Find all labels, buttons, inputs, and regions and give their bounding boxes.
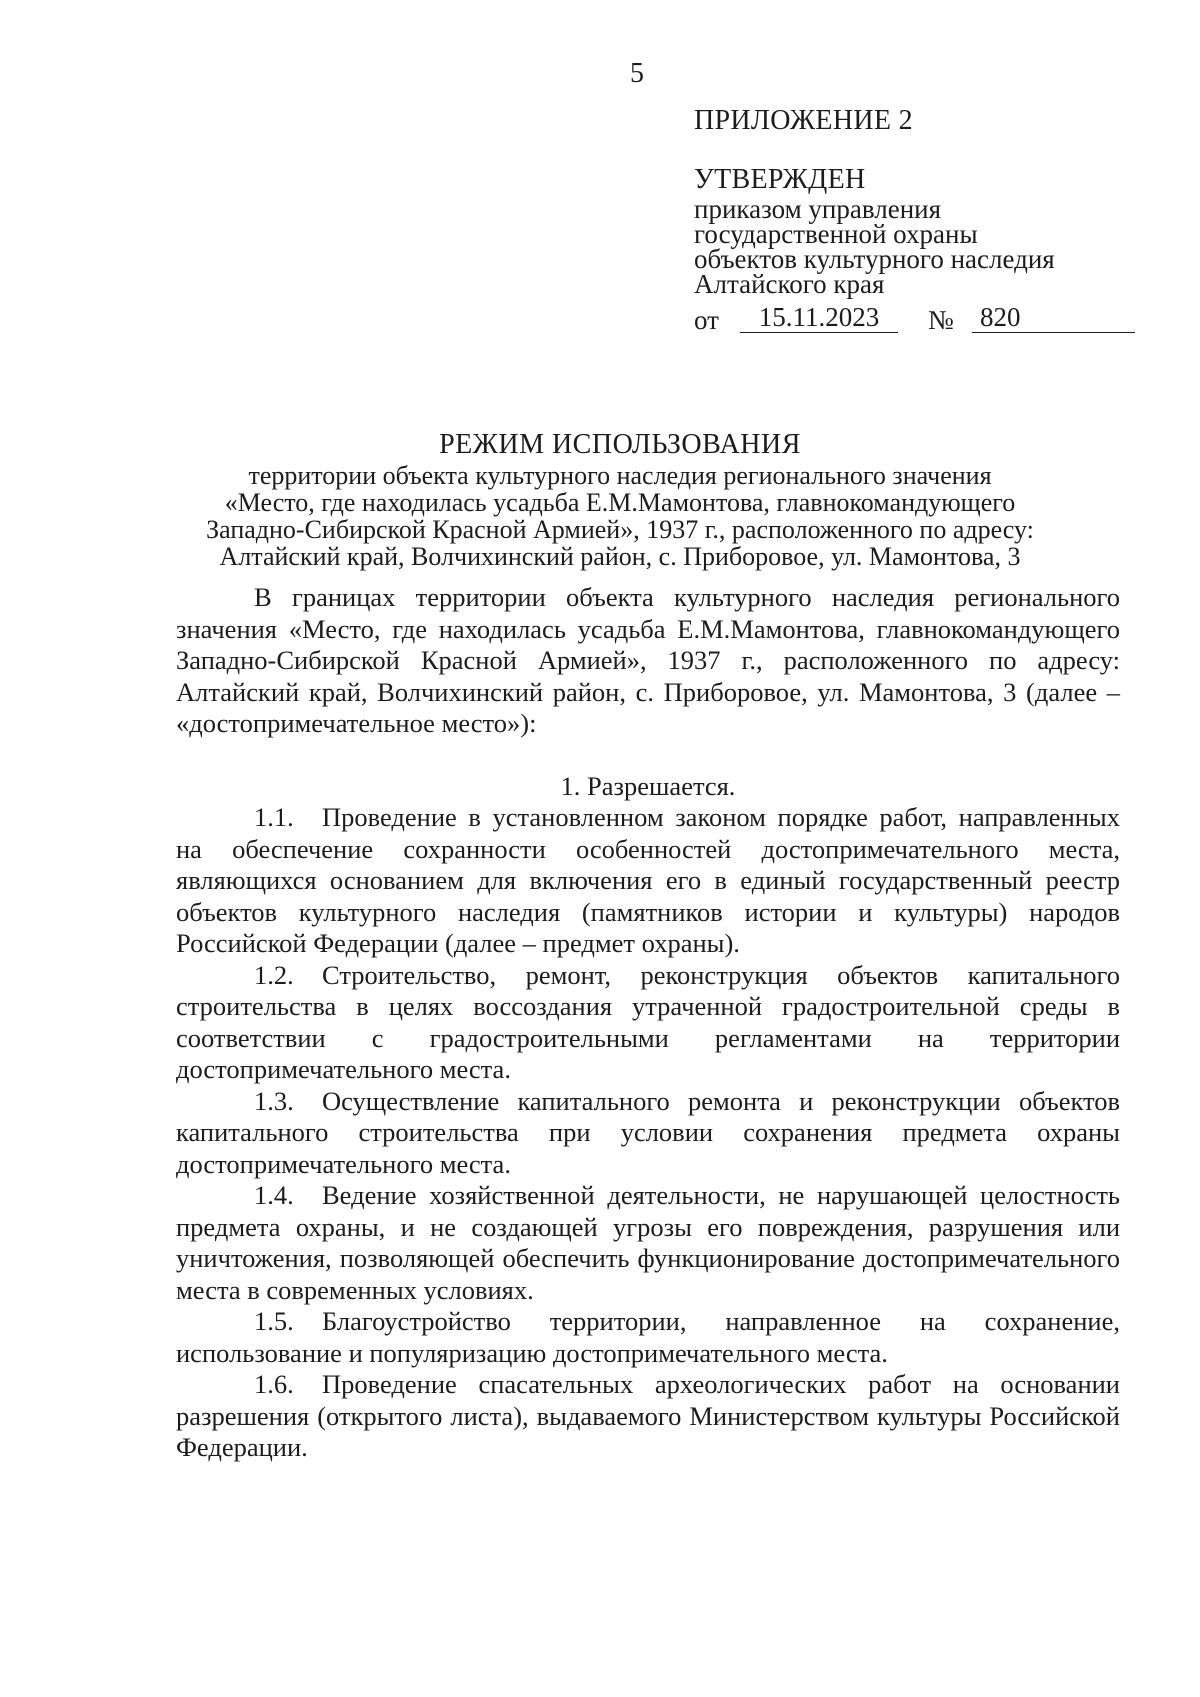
document-body <box>176 582 1120 1464</box>
item-text: Благоустройство территории, направленное на сохранение, использование и популяризацию достопримечательного места. <box>176 1306 1120 1368</box>
item-number: 1.5. <box>254 1306 294 1336</box>
approval-line-4: Алтайского края <box>694 269 885 299</box>
intro-paragraph: В границах территории объекта культурного наследия регионального значения «Место, где находилась усадьба Е.М.Мамонтова, главнокомандующего Западно-Сибирской Красной Армией», 1937 г., расположенного по адресу: Алтайский край, Волчихинский район, с. Приборовое, ул. Мамонтова, 3 (далее – «достопримечательное место»): <box>176 582 1120 738</box>
item-number: 1.2. <box>254 959 294 990</box>
item-text: Осуществление капитального ремонта и реконструкции объектов капитального строительства при условии сохранения предмета охраны достопримечательного места. <box>176 1085 1120 1179</box>
section-1-title: 1. Разрешается. <box>560 770 736 801</box>
date-prefix: от <box>694 305 719 335</box>
list-item-1-3 <box>176 1086 1120 1181</box>
item-number: 1.6. <box>254 1369 294 1399</box>
heading-line-1: территории объекта культурного наследия регионального значения <box>248 461 992 490</box>
order-date: 15.11.2023 <box>740 305 898 333</box>
item-number: 1.1. <box>254 802 294 832</box>
item-text: Проведение в установленном законом порядке работ, направленных на обеспечение сохранности особенностей достопримечательного места, являющихся основанием для включения его в единый государственный реестр объектов культурного наследия (памятников истории и культуры) народов Российской Федерации (далее – предмет охраны). <box>176 802 1120 958</box>
page-number: 5 <box>630 58 644 89</box>
item-text: Ведение хозяйственной деятельности, не нарушающей целостность предмета охраны, и не создающей угрозы его повреждения, разрушения или уничтожения, позволяющей обеспечить функционирование достопримечательного места в современных условиях. <box>176 1180 1120 1305</box>
list-item-1-5 <box>176 1306 1120 1369</box>
item-number: 1.3. <box>254 1085 294 1116</box>
item-number: 1.4. <box>254 1180 294 1210</box>
list-item-1-6 <box>176 1369 1120 1464</box>
list-item-1-2 <box>176 960 1120 1086</box>
appendix-label: ПРИЛОЖЕНИЕ 2 <box>694 105 913 136</box>
appendix-block <box>694 105 1154 335</box>
order-number: 820 <box>972 305 1135 333</box>
item-text: Строительство, ремонт, реконструкция объектов капитального строительства в целях воссоздания утраченной градостроительной среды в соответствии с градостроительными регламентами на территории достопримечательного места. <box>176 959 1120 1084</box>
approval-line-1: приказом управления <box>694 194 942 224</box>
list-item-1-1 <box>176 802 1120 960</box>
item-text: Проведение спасательных археологических работ на основании разрешения (открытого листа), выдаваемого Министерством культуры Российской Федерации. <box>176 1369 1120 1462</box>
number-sign: № <box>928 305 954 335</box>
approved-label: УТВЕРЖДЕН <box>694 164 866 195</box>
heading-title: РЕЖИМ ИСПОЛЬЗОВАНИЯ <box>439 429 801 460</box>
order-date-number-row <box>694 299 1154 333</box>
heading-line-2: «Место, где находилась усадьба Е.М.Мамонтова, главнокомандующего <box>224 488 1016 517</box>
heading-line-3: Западно-Сибирской Красной Армией», 1937 г., расположенного по адресу: <box>206 515 1034 544</box>
approval-line-2: государственной охраны <box>694 219 978 249</box>
approval-line-3: объектов культурного наследия <box>694 244 1055 274</box>
list-item-1-4 <box>176 1180 1120 1306</box>
document-heading <box>170 428 1070 570</box>
heading-line-4: Алтайский край, Волчихинский район, с. Приборовое, ул. Мамонтова, 3 <box>219 542 1021 571</box>
